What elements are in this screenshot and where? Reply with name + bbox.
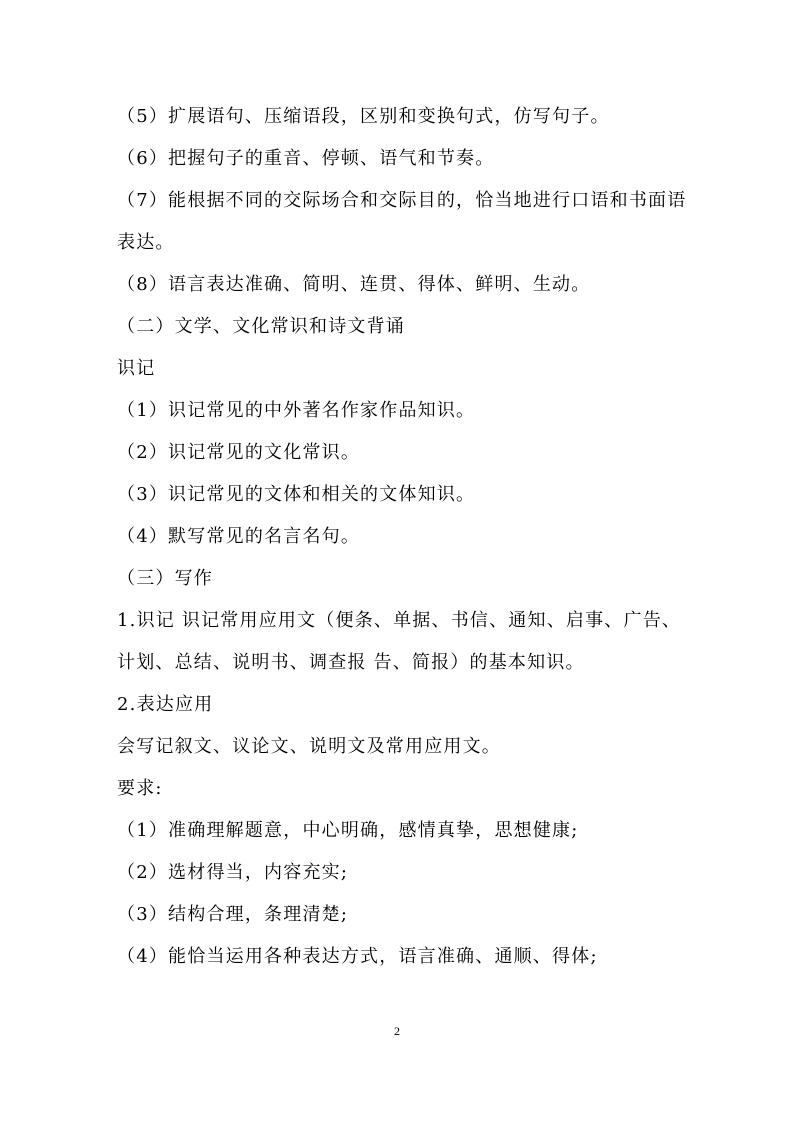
text-line-req-2: （2）选材得当，内容充实; bbox=[117, 862, 349, 883]
text-line-lit-item-1: （1）识记常见的中外著名作家作品知识。 bbox=[117, 400, 476, 421]
text-line-writing-types: 会写记叙文、议论文、说明文及常用应用文。 bbox=[117, 736, 501, 757]
text-line-item-6: （6）把握句子的重音、停顿、语气和节奏。 bbox=[117, 148, 495, 169]
text-line-req-4: （4）能恰当运用各种表达方式，语言准确、通顺、得体; bbox=[117, 946, 598, 967]
text-line-lit-item-2: （2）识记常见的文化常识。 bbox=[117, 442, 361, 463]
text-line-writing-1-continued: 计划、总结、说明书、调查报 告、简报）的基本知识。 bbox=[117, 652, 585, 673]
text-line-item-7-continued: 表达。 bbox=[117, 232, 175, 253]
section-heading-literature: （二）文学、文化常识和诗文背诵 bbox=[117, 316, 405, 337]
subheading-memorize: 识记 bbox=[117, 358, 156, 379]
text-line-item-7: （7）能根据不同的交际场合和交际目的，恰当地进行口语和书面语 bbox=[117, 190, 687, 211]
page-number: 2 bbox=[394, 1024, 400, 1038]
text-line-req-1: （1）准确理解题意，中心明确，感情真挚，思想健康; bbox=[117, 820, 579, 841]
text-line-lit-item-3: （3）识记常见的文体和相关的文体知识。 bbox=[117, 484, 476, 505]
text-line-writing-1: 1.识记 识记常用应用文（便条、单据、书信、通知、启事、广告、 bbox=[117, 610, 682, 631]
text-line-item-8: （8）语言表达准确、简明、连贯、得体、鲜明、生动。 bbox=[117, 274, 591, 295]
subheading-expression: 2.表达应用 bbox=[117, 694, 214, 715]
section-heading-writing: （三）写作 bbox=[117, 568, 213, 589]
text-line-lit-item-4: （4）默写常见的名言名句。 bbox=[117, 526, 361, 547]
subheading-requirements: 要求: bbox=[117, 778, 163, 799]
text-line-req-3: （3）结构合理，条理清楚; bbox=[117, 904, 349, 925]
text-line-item-5: （5）扩展语句、压缩语段，区别和变换句式，仿写句子。 bbox=[117, 106, 610, 127]
